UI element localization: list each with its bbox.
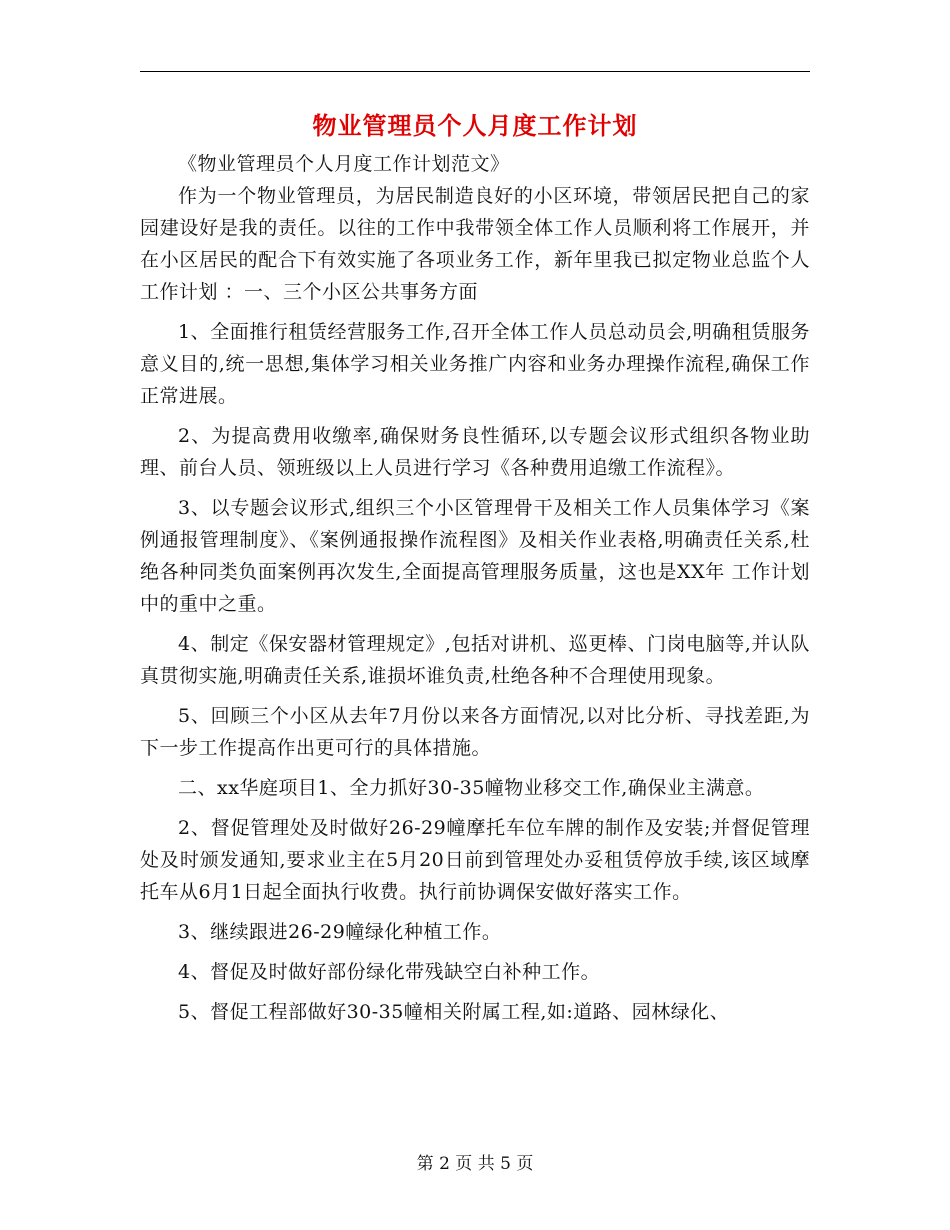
paragraph-intro: 作为一个物业管理员，为居民制造良好的小区环境，带领居民把自己的家园建设好是我的责任。以往的工作中我带领全体工作人员顺利将工作展开，并在小区居民的配合下有效实施了各项业务工作，新年里我已拟定物业总监个人 工作计划 ：一、三个小区公共事务方面 (140, 185, 810, 303)
paragraph-item-3: 3、以专题会议形式,组织三个小区管理骨干及相关工作人员集体学习《案例通报管理制度》、《案例通报操作流程图》及相关作业表格,明确责任关系,杜绝各种同类负面案例再次发生,全面提高管理服务质量，这也是XX年 工作计划 中的重中之重。 (140, 497, 810, 615)
paragraph-section-2-item-4: 4、督促及时做好部份绿化带残缺空白补种工作。 (178, 961, 601, 983)
paragraph-item-2: 2、为提高费用收缴率,确保财务良性循环,以专题会议形式组织各物业助理、前台人员、领班级以上人员进行学习《各种费用追缴工作流程》。 (140, 425, 810, 479)
paragraph-section-2: 二、xx华庭项目1、全力抓好30-35幢物业移交工作,确保业主满意。 (178, 777, 765, 799)
paragraph-section-2-item-5: 5、督促工程部做好30-35幢相关附属工程,如:道路、园林绿化、 (178, 1001, 730, 1023)
paragraph-section-2-item-3: 3、继续跟进26-29幢绿化种植工作。 (178, 921, 502, 943)
paragraph-item-4: 4、制定《保安器材管理规定》,包括对讲机、巡更棒、门岗电脑等,并认队真贯彻实施,明确责任关系,谁损坏谁负责,杜绝各种不合理使用现象。 (140, 633, 810, 687)
paragraph-item-1: 1、全面推行租赁经营服务工作,召开全体工作人员总动员会,明确租赁服务意义目的,统一思想,集体学习相关业务推广内容和业务办理操作流程,确保工作正常进展。 (140, 321, 810, 407)
document-body (140, 148, 810, 1028)
paragraph-item-5: 5、回顾三个小区从去年7月份以来各方面情况,以对比分析、寻找差距,为下一步工作提高作出更可行的具体措施。 (140, 705, 810, 759)
page-number-footer: 第 2 页 共 5 页 (416, 1154, 534, 1174)
paragraph-subtitle: 《物业管理员个人月度工作计划范文》 (178, 153, 510, 175)
document-title: 物业管理员个人月度工作计划 (312, 111, 638, 140)
paragraph-section-2-item-2: 2、督促管理处及时做好26-29幢摩托车位车牌的制作及安装;并督促管理处及时颁发通知,要求业主在5月20日前到管理处办妥租赁停放手续,该区域摩托车从6月1日起全面执行收费。执行前协调保安做好落实工作。 (140, 817, 810, 903)
header-rule (140, 71, 810, 72)
